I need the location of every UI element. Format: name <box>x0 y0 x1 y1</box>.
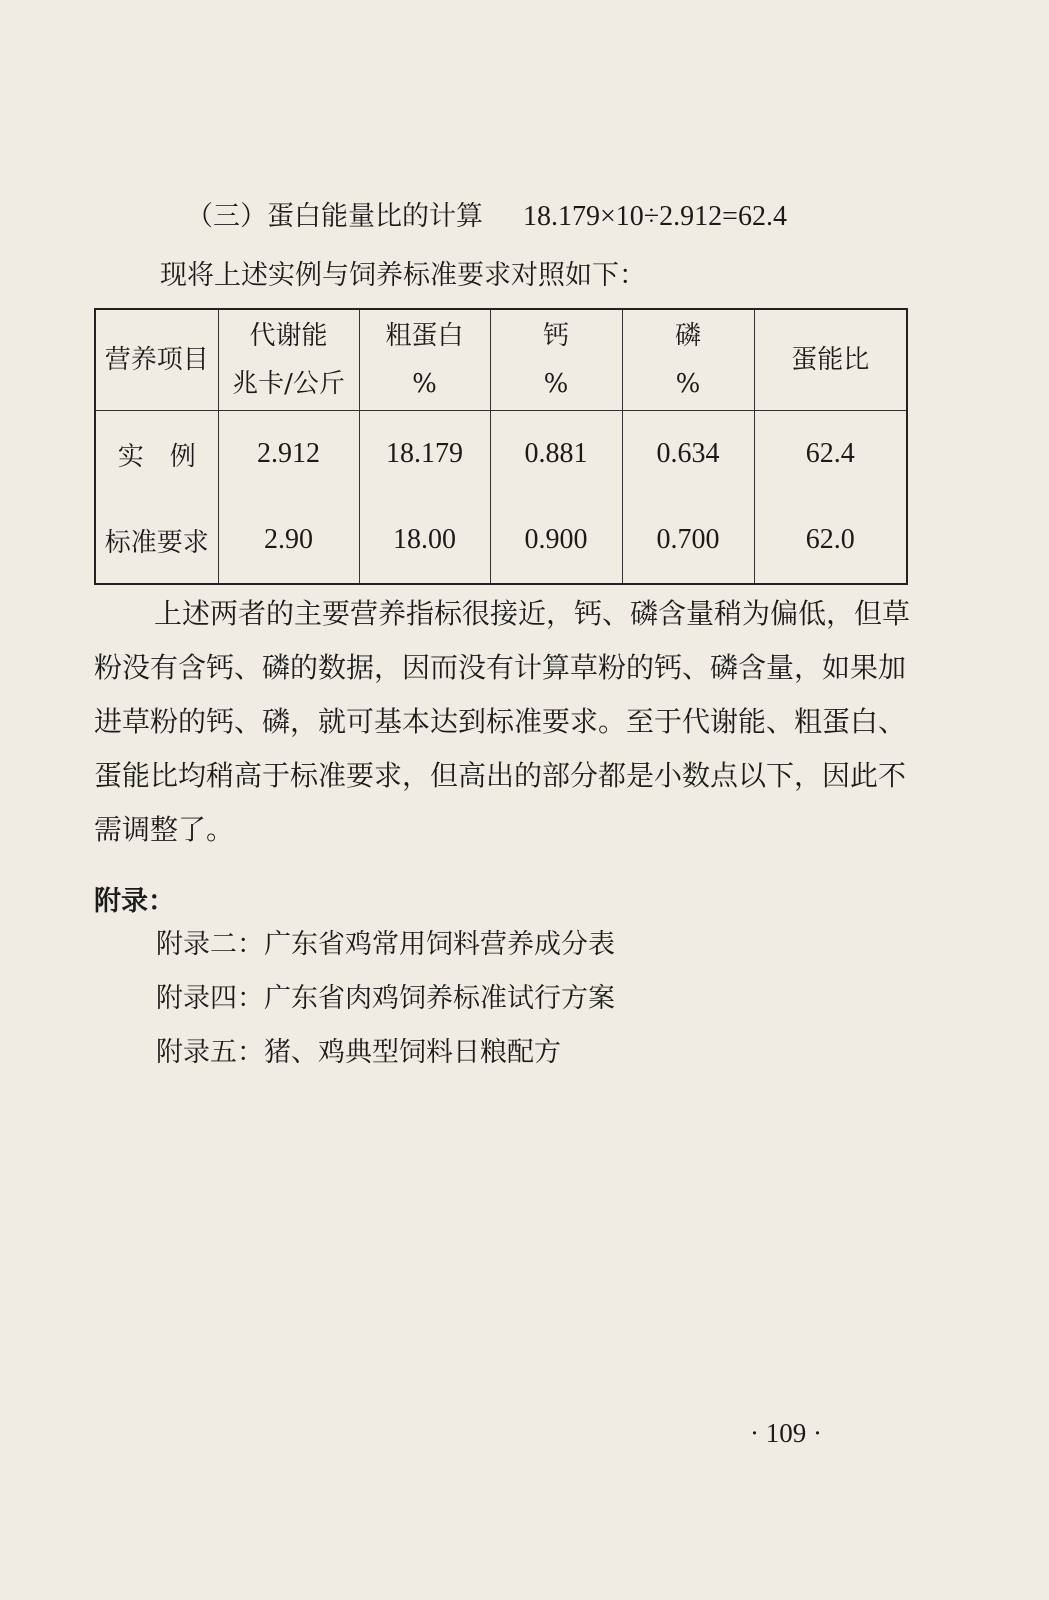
header-protein-energy-ratio: 蛋能比 <box>754 309 907 411</box>
table-cell: 0.700 <box>622 497 754 584</box>
page-number: · 109 · <box>750 1418 822 1448</box>
intro-text: 现将上述实例与饲养标准要求对照如下： <box>160 260 646 291</box>
table-header-row <box>95 309 907 411</box>
table-cell: 0.634 <box>622 411 754 498</box>
table-cell: 18.179 <box>359 411 490 498</box>
calc-expression: 18.179×10÷2.912=62.4 <box>523 201 787 232</box>
table-cell: 62.0 <box>754 497 907 584</box>
calc-heading-line <box>186 194 787 233</box>
table-cell: 0.881 <box>490 411 622 498</box>
header-crude-protein: 粗蛋白 % <box>359 309 490 411</box>
table-row <box>95 497 907 584</box>
table-cell: 0.900 <box>490 497 622 584</box>
appendix-item: 附录五：猪、鸡典型饲料日粮配方 <box>156 1037 561 1068</box>
body-paragraph: 上述两者的主要营养指标很接近，钙、磷含量稍为偏低，但草粉没有含钙、磷的数据，因而没有计算草粉的钙、磷含量，如果加进草粉的钙、磷，就可基本达到标准要求。至于代谢能、粗蛋白、蛋能比均稍高于标准要求，但高出的部分都是小数点以下，因此不需调整了。 <box>94 597 911 846</box>
calc-heading: （三）蛋白能量比的计算 <box>186 201 483 232</box>
header-phosphorus: 磷 % <box>622 309 754 411</box>
appendix-title: 附录： <box>94 886 175 917</box>
table-cell: 62.4 <box>754 411 907 498</box>
table-cell: 2.90 <box>218 497 359 584</box>
appendix-item: 附录四：广东省肉鸡饲养标准试行方案 <box>156 983 615 1014</box>
row-label-standard: 标准要求 <box>104 527 209 558</box>
nutrition-comparison-table <box>94 308 908 585</box>
body-paragraph-block <box>94 587 914 857</box>
row-label-example: 实 例 <box>117 441 196 472</box>
header-calcium: 钙 % <box>490 309 622 411</box>
table-cell: 2.912 <box>218 411 359 498</box>
header-nutrient-item: 营养项目 <box>95 309 218 411</box>
appendix-item: 附录二：广东省鸡常用饲料营养成分表 <box>156 929 615 960</box>
table-cell: 18.00 <box>359 497 490 584</box>
table-row <box>95 411 907 498</box>
header-metabolic-energy: 代谢能 兆卡/公斤 <box>218 309 359 411</box>
